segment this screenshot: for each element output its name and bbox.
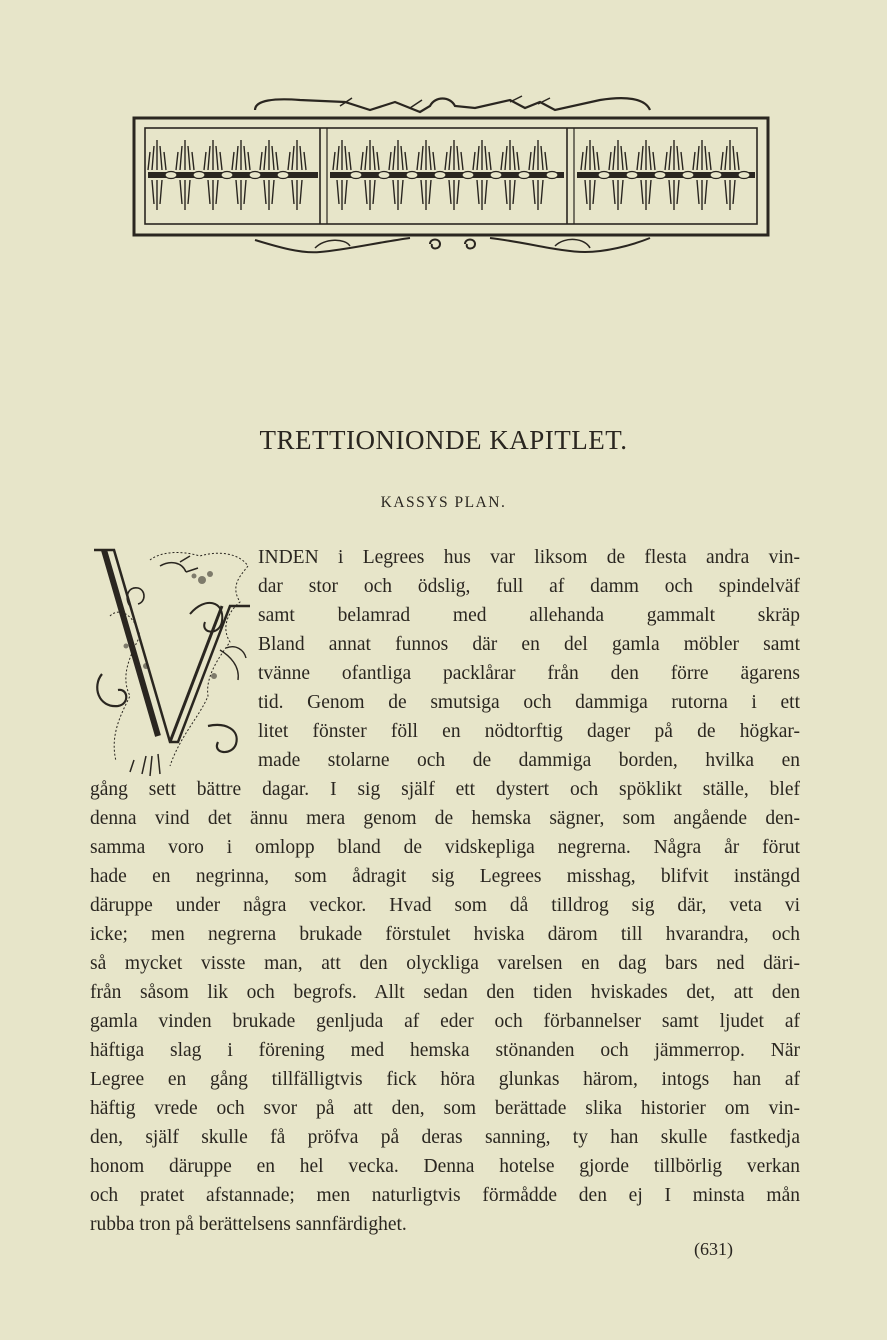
text-line: så mycket visste man, att den olyckliga varelsen en dag bars ned däri- [90,953,800,974]
text-line: samma voro i omlopp bland de vidskepliga negrerna. Några år förut [90,837,800,858]
chapter-subtitle: KASSYS PLAN. [380,494,507,511]
text-line: dar stor och ödslig, full af damm och spindelväf [258,576,800,597]
text-line: gamla vinden brukade genljuda af eder och förbannelser samt ljudet af [90,1011,800,1032]
text-line: icke; men negrerna brukade förstulet hviska därom till hvarandra, och [90,924,800,945]
paragraph-opening [258,543,800,775]
text-line: denna vind det ännu mera genom de hemska sägner, som angående den- [90,808,800,829]
text-line: tid. Genom de smutsiga och dammiga rutorna i ett [258,692,800,713]
text-line: hade en negrinna, som ådragit sig Legrees misshag, blifvit instängd [90,866,800,887]
drop-cap-illustration [90,546,256,778]
chapter-title: TRETTIONIONDE KAPITLET. [259,425,628,455]
header-ornament [130,88,772,258]
text-line: made stolarne och de dammiga borden, hvilka en [258,750,800,771]
text-line: häftig vrede och svor på att den, som berättade slika historier om vin- [90,1098,800,1119]
text-line: honom däruppe en hel vecka. Denna hotelse gjorde tillbörlig verkan [90,1156,800,1177]
text-line: gång sett bättre dagar. I sig själf ett dystert och spöklikt ställe, blef [90,779,800,800]
text-line: den, själf skulle få pröfva på deras sanning, ty han skulle fastkedja [90,1127,800,1148]
text-line: häftiga slag i förening med hemska stönanden och jämmerrop. När [90,1040,800,1061]
text-line: INDEN i Legrees hus var liksom de flesta andra vin- [258,547,800,568]
text-line-last: rubba tron på berättelsens sannfärdighet. [90,1214,407,1235]
text-line: däruppe under några veckor. Hvad som då tilldrog sig där, veta vi [90,895,800,916]
text-line: och pratet afstannade; men naturligtvis förmådde den ej I minsta mån [90,1185,800,1206]
text-line: tvänne ofantliga packlårar från den förre ägarens [258,663,800,684]
page-number: (631) [694,1239,733,1259]
text-line: litet fönster föll en nödtorftig dager på de högkar- [258,721,800,742]
text-line: från såsom lik och begrofs. Allt sedan den tiden hviskades det, att den [90,982,800,1003]
text-line: samt belamrad med allehanda gammalt skräp [258,605,800,626]
text-line: Bland annat funnos där en del gamla möbler samt [258,634,800,655]
text-line: Legree en gång tillfälligtvis fick höra glunkas härom, intogs han af [90,1069,800,1090]
paragraph-body [90,775,800,1239]
